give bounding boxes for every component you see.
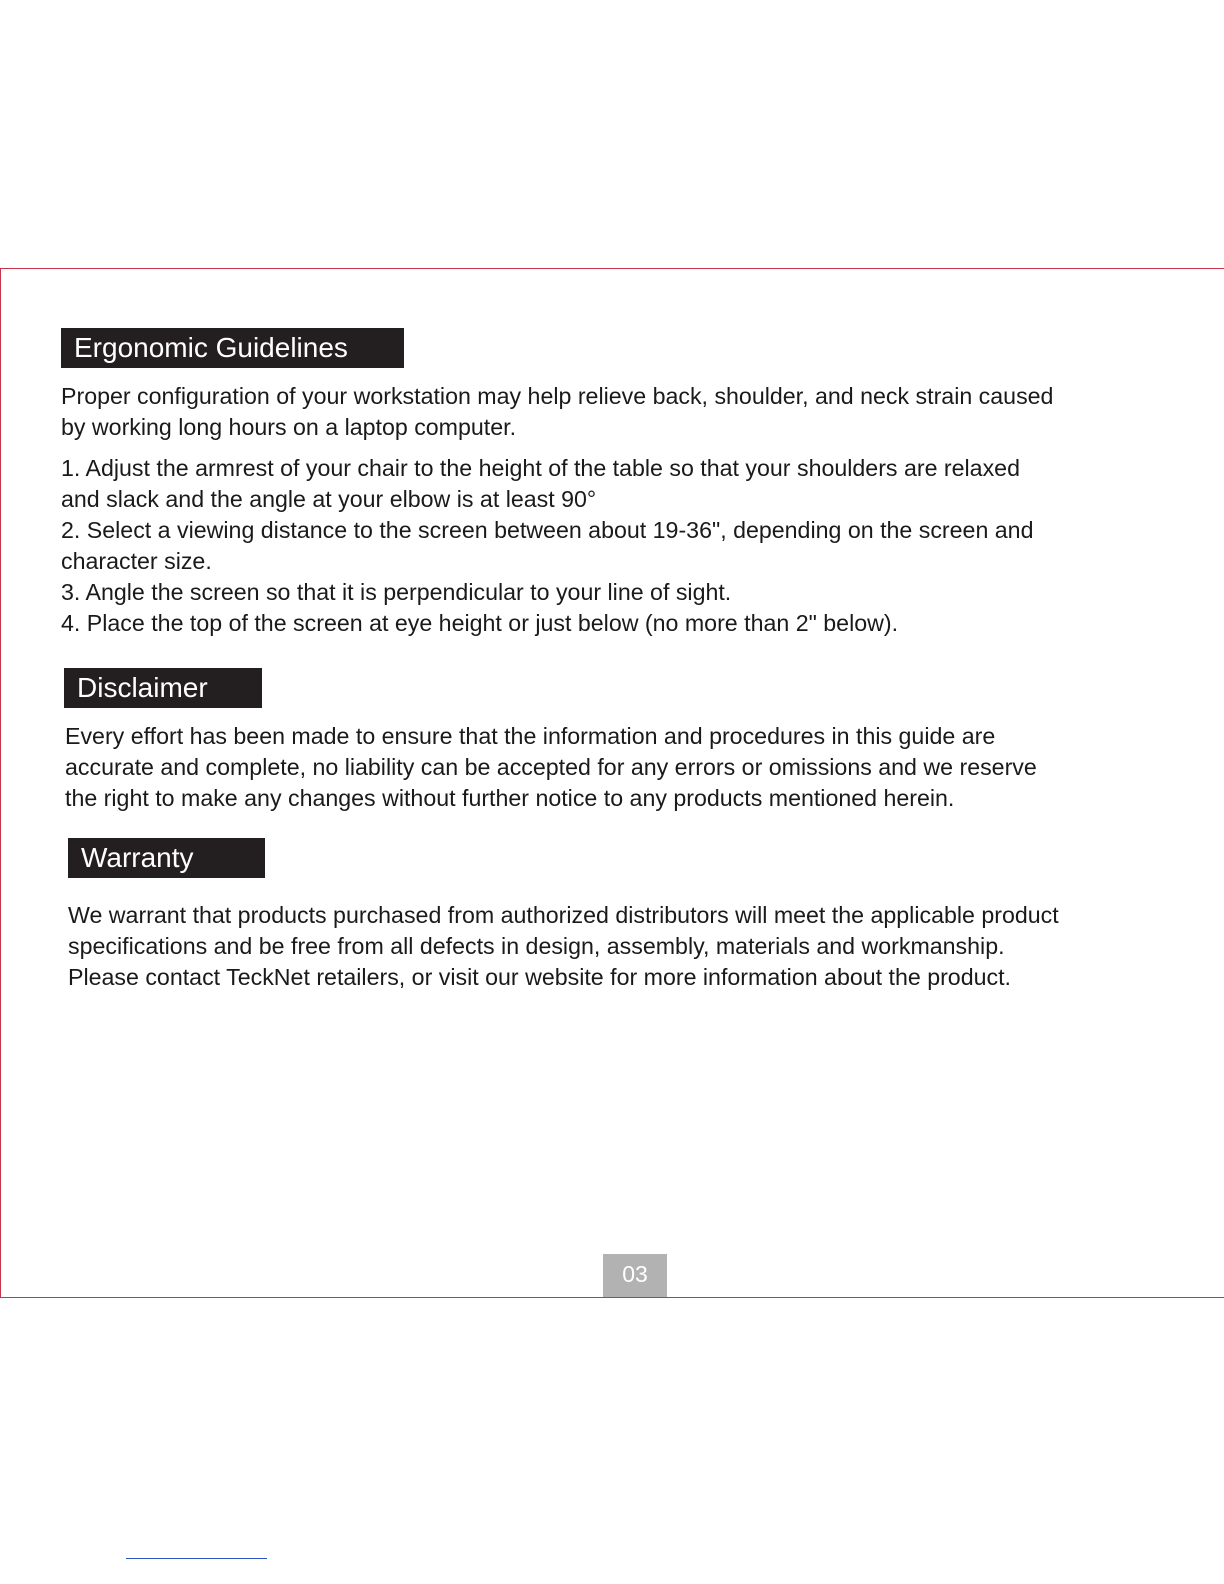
disclaimer-line: the right to make any changes without further notice to any products mentioned herein. (65, 785, 955, 811)
ergonomic-intro (61, 381, 1053, 443)
warranty-line: Please contact TeckNet retailers, or visit our website for more information about the product. (68, 964, 1011, 990)
disclaimer-text (65, 721, 1037, 814)
ergonomic-step: 4. Place the top of the screen at eye height or just below (no more than 2" below). (61, 610, 899, 636)
disclaimer-heading: Disclaimer (64, 668, 262, 708)
ergonomic-step: 3. Angle the screen so that it is perpendicular to your line of sight. (61, 579, 732, 605)
ergonomic-step: 1. Adjust the armrest of your chair to the height of the table so that your shoulders are relaxed and slack and the angle at your elbow is at least 90° (61, 455, 1020, 512)
warranty-text (68, 900, 1059, 993)
warranty-heading: Warranty (68, 838, 265, 878)
ergonomic-heading: Ergonomic Guidelines (61, 328, 404, 368)
ergonomic-intro-line: Proper configuration of your workstation may help relieve back, shoulder, and neck strain caused (61, 383, 1054, 409)
page-number: 03 (603, 1254, 667, 1297)
warranty-line: We warrant that products purchased from authorized distributors will meet the applicable product (68, 902, 1059, 928)
footer-rule (126, 1558, 267, 1559)
ergonomic-step: 2. Select a viewing distance to the screen between about 19-36", depending on the screen and character size. (61, 517, 1034, 574)
disclaimer-line: Every effort has been made to ensure that the information and procedures in this guide are (65, 723, 996, 749)
ergonomic-intro-line: by working long hours on a laptop computer. (61, 414, 517, 440)
warranty-line: specifications and be free from all defects in design, assembly, materials and workmanship. (68, 933, 1005, 959)
disclaimer-line: accurate and complete, no liability can be accepted for any errors or omissions and we reserve (65, 754, 1037, 780)
ergonomic-steps (61, 453, 1033, 639)
